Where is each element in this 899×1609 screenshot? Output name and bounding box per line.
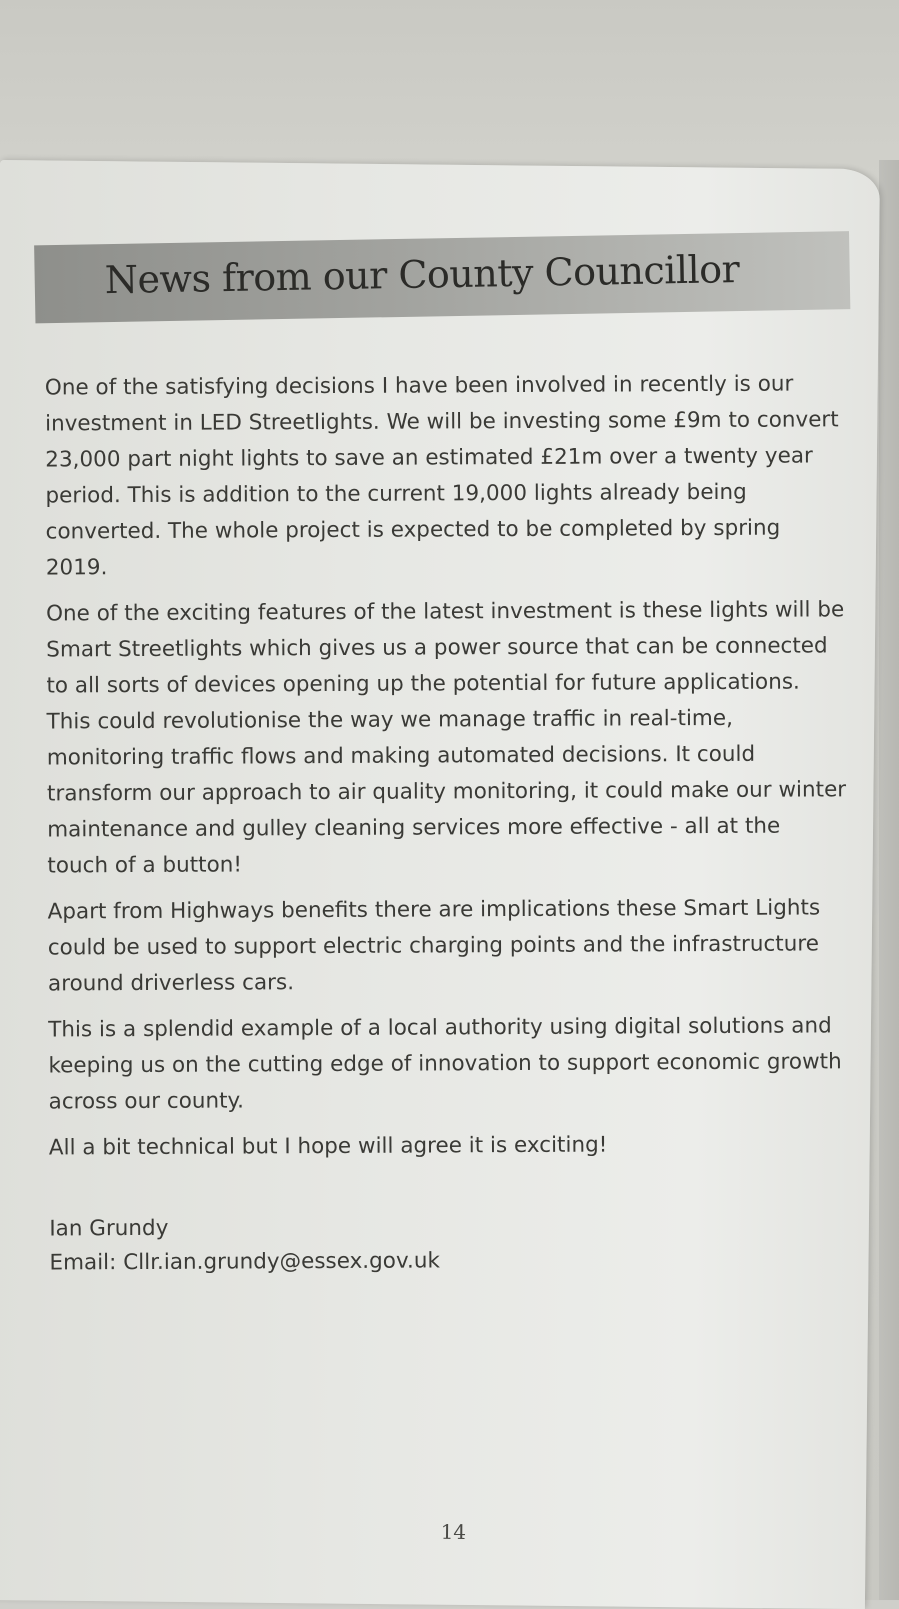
signature-block [49, 1208, 849, 1280]
page-number: 14 [440, 1519, 467, 1544]
article-body [45, 366, 850, 1280]
author-name: Ian Grundy [49, 1215, 169, 1242]
paragraph-2: One of the exciting features of the latest investment is these lights will be Smart Streetlights which gives us a power source that can be connected to all sorts of devices opening up the potential for future applications. This could revolutionise the way we manage traffic in real-time, monitoring traffic flows and making automated decisions. It could transform our approach to air quality monitoring, it could make our winter maintenance and gulley cleaning services more effective - all at the touch of a button! [46, 597, 847, 879]
page-edge [879, 160, 899, 1600]
paragraph-4: This is a splendid example of a local authority using digital solutions and keeping us on the cutting edge of innovation to support economic growth across our county. [48, 1013, 842, 1115]
paragraph-3: Apart from Highways benefits there are implications these Smart Lights could be used to support electric charging points and the infrastructure around driverless cars. [47, 895, 821, 997]
newsletter-page [0, 160, 880, 1609]
author-email: Email: Cllr.ian.grundy@essex.gov.uk [49, 1248, 440, 1276]
paragraph-1: One of the satisfying decisions I have been involved in recently is our investment in LED Streetlights. We will be investing some £9m to convert 23,000 part night lights to save an estimated £21m over a twenty year period. This is addition to the current 19,000 lights already being converted. The whole project is expected to be completed by spring 2019. [44, 371, 839, 581]
article-title: News from our County Councillor [104, 247, 740, 303]
title-banner [34, 231, 850, 323]
paragraph-5: All a bit technical but I hope will agree it is exciting! [48, 1132, 608, 1161]
